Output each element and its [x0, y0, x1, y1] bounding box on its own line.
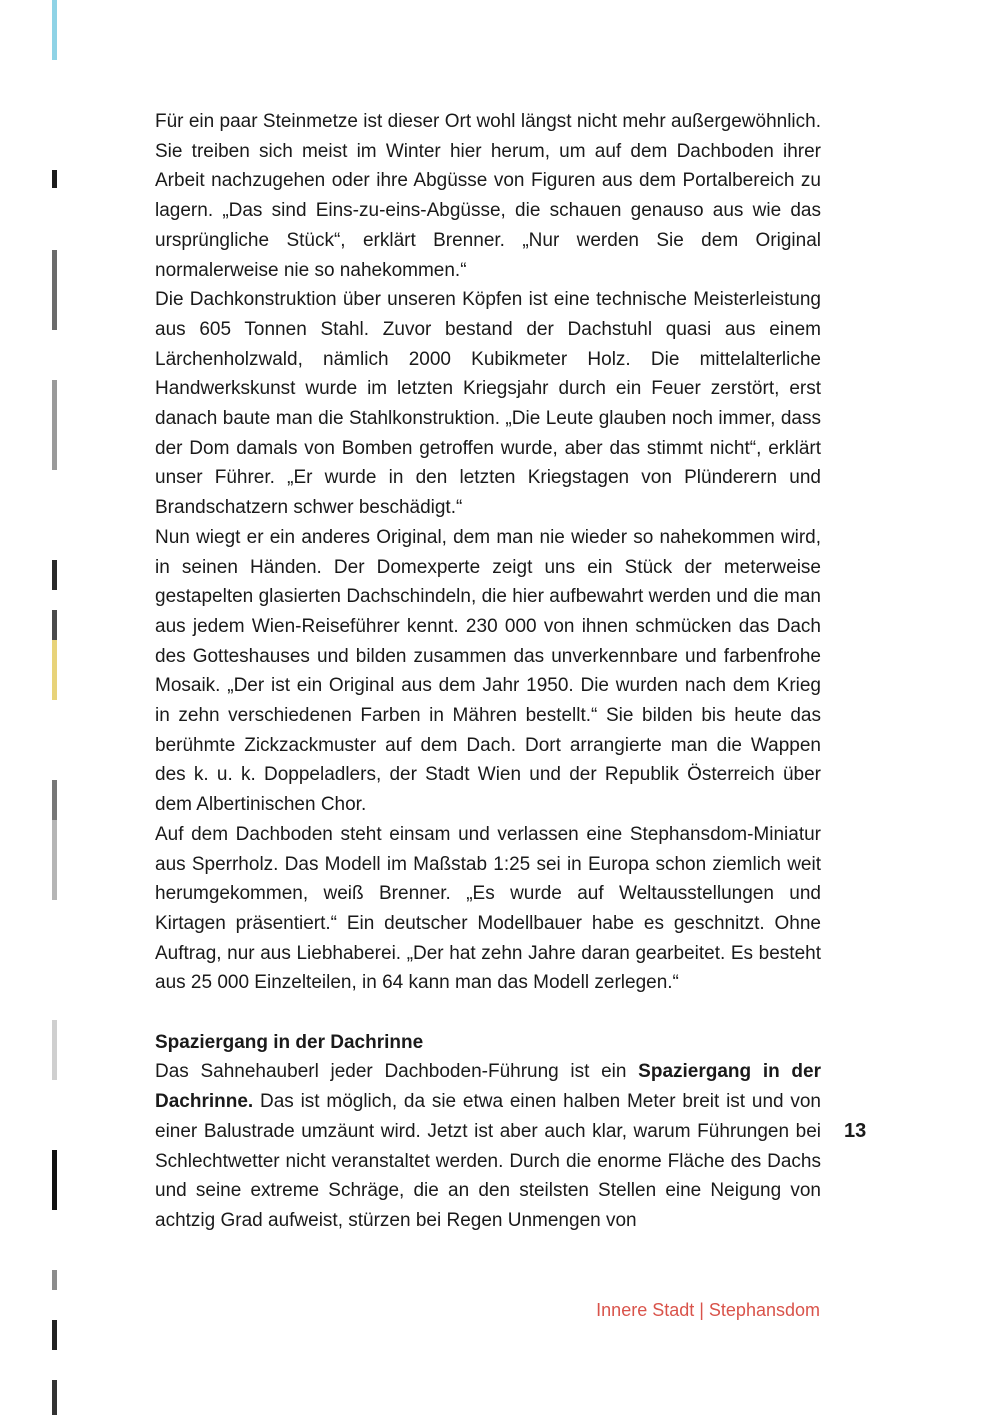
paragraph-dachkonstruktion: Die Dachkonstruktion über unseren Köpfen ist eine technische Meisterleistung aus 605 Tonnen Stahl. Zuvor bestand der Dachstuhl quasi aus einem Lärchenholzwald, nämlich 2000 Kubikmeter Holz. Die mittelalterliche Handwerkskunst wurde im letzten Kriegsjahr durch ein Feuer zerstört, erst danach baute man die Stahlkonstruktion. „Die Leute glauben noch immer, dass der Dom damals von Bomben getroffen wurde, aber das stimmt nicht“, erklärt unser Führer. „Er wurde in den letzten Kriegstagen von Plünderern und Brandschatzern schwer beschädigt.“: [155, 289, 821, 519]
body-text-column: [155, 107, 821, 1236]
section-heading: Spaziergang in der Dachrinne: [155, 1031, 424, 1053]
dachrinne-rest: Das ist möglich, da sie etwa einen halben Meter breit ist und von einer Balustrade umzäunt wird. Jetzt ist aber auch klar, warum Führungen bei Schlechtwetter nicht veranstaltet werden. Durch die enorme Fläche des Dachs und seine extreme Schräge, die an den steilsten Stellen eine Neigung von achtzig Grad aufweist, stürzen bei Regen Unmengen von: [155, 1091, 821, 1231]
paragraph-dachrinne: [155, 1057, 821, 1235]
dachrinne-bold-phrase: Spaziergang in der Dachrinne.: [155, 1061, 821, 1113]
page-number: 13: [844, 1120, 867, 1142]
page-edge-color-strip: [52, 0, 57, 1415]
paragraph-dachschindeln: Nun wiegt er ein anderes Original, dem man nie wieder so nahekommen wird, in seinen Händen. Der Domexperte zeigt uns ein Stück der meterweise gestapelten glasierten Dachschindeln, die hier aufbewahrt werden und die man aus jedem Wien-Reiseführer kennt. 230 000 von ihnen schmücken das Dach des Gotteshauses und bilden zusammen das unverkennbare und farbenfrohe Mosaik. „Der ist ein Original aus dem Jahr 1950. Die wurden nach dem Krieg in zehn verschiedenen Farben in Mähren bestellt.“ Sie bilden bis heute das berühmte Zickzackmuster auf dem Dach. Dort arrangierte man die Wappen des k. u. k. Doppeladlers, der Stadt Wien und der Republik Österreich über dem Albertinischen Chor.: [155, 526, 821, 816]
dachrinne-intro: Das Sahnehauberl jeder Dachboden-Führung ist ein: [155, 1061, 639, 1083]
running-footer: Innere Stadt | Stephansdom: [596, 1300, 820, 1320]
paragraph-miniatur: Auf dem Dachboden steht einsam und verlassen eine Stephansdom-Miniatur aus Sperrholz. Das Modell im Maßstab 1:25 sei in Europa schon ziemlich weit herumgekommen, weiß Brenner. „Es wurde auf Weltausstellungen und Kirtagen präsentiert.“ Ein deutscher Modellbauer habe es geschnitzt. Ohne Auftrag, nur aus Liebhaberei. „Der hat zehn Jahre daran gearbeitet. Es besteht aus 25 000 Einzelteilen, in 64 kann man das Modell zerlegen.“: [155, 823, 821, 994]
paragraph-steinmetze: Für ein paar Steinmetze ist dieser Ort wohl längst nicht mehr außergewöhnlich. Sie treiben sich meist im Winter hier herum, um auf dem Dachboden ihrer Arbeit nachzugehen oder ihre Abgüsse von Figuren aus dem Portalbereich zu lagern. „Das sind Eins-zu-eins-Abgüsse, die schauen genauso aus wie das ursprüngliche Stück“, erklärt Brenner. „Nur werden Sie dem Original normalerweise nie so nahekommen.“: [155, 111, 821, 281]
